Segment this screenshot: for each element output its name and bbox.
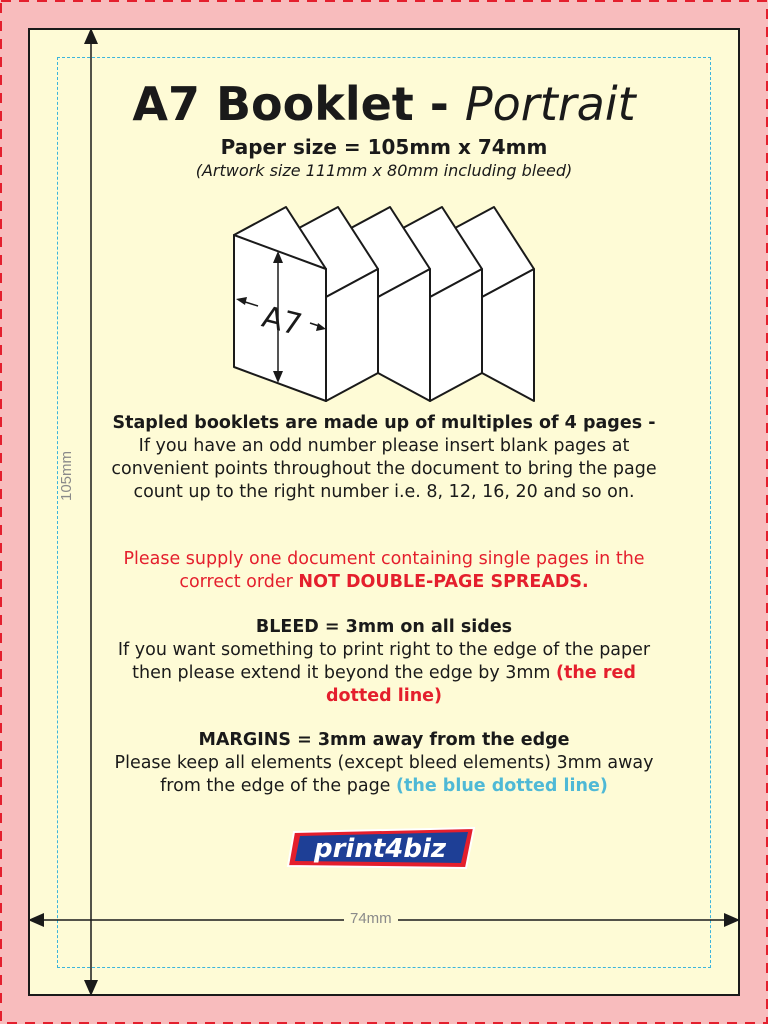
order-note — [110, 548, 658, 594]
pages-note-bold: Stapled booklets are made up of multiples of 4 pages - — [112, 413, 656, 433]
print4biz-logo — [284, 822, 484, 874]
bleed-heading: BLEED = 3mm on all sides — [255, 617, 513, 637]
bleed-highlight: (the red dotted line) — [325, 663, 636, 706]
width-dimension-label: 74mm — [344, 910, 398, 927]
bleed-text — [110, 639, 658, 708]
order-note-bold: NOT DOUBLE-PAGE SPREADS. — [298, 572, 589, 592]
margins-section — [110, 729, 658, 798]
booklet-illustration — [228, 205, 540, 405]
margins-body: Please keep all elements (except bleed elements) 3mm away from the edge of the page — [114, 753, 654, 796]
a7-label: A7 — [258, 299, 306, 344]
bleed-section — [110, 616, 658, 708]
margins-text — [110, 752, 658, 798]
title-main: A7 Booklet - — [132, 77, 465, 131]
bleed-body: If you want something to print right to the edge of the paper then please extend it beyond the edge by 3mm — [117, 640, 651, 683]
title-italic: Portrait — [464, 77, 636, 131]
order-note-text: Please supply one document containing single pages in the correct order — [123, 549, 645, 592]
page-title — [0, 76, 768, 132]
pages-note-text: If you have an odd number please insert blank pages at convenient points throughout the document to bring the page count up to the right number i.e. 8, 12, 16, 20 and so on. — [111, 436, 657, 502]
paper-size: Paper size = 105mm x 74mm — [220, 135, 548, 159]
pages-note — [110, 412, 658, 504]
margins-heading: MARGINS = 3mm away from the edge — [198, 730, 570, 750]
height-dimension-label: 105mm — [58, 445, 75, 507]
artwork-size: (Artwork size 111mm x 80mm including bleed) — [195, 161, 573, 180]
margins-highlight: (the blue dotted line) — [396, 776, 608, 796]
logo-text: print4biz — [313, 834, 447, 864]
